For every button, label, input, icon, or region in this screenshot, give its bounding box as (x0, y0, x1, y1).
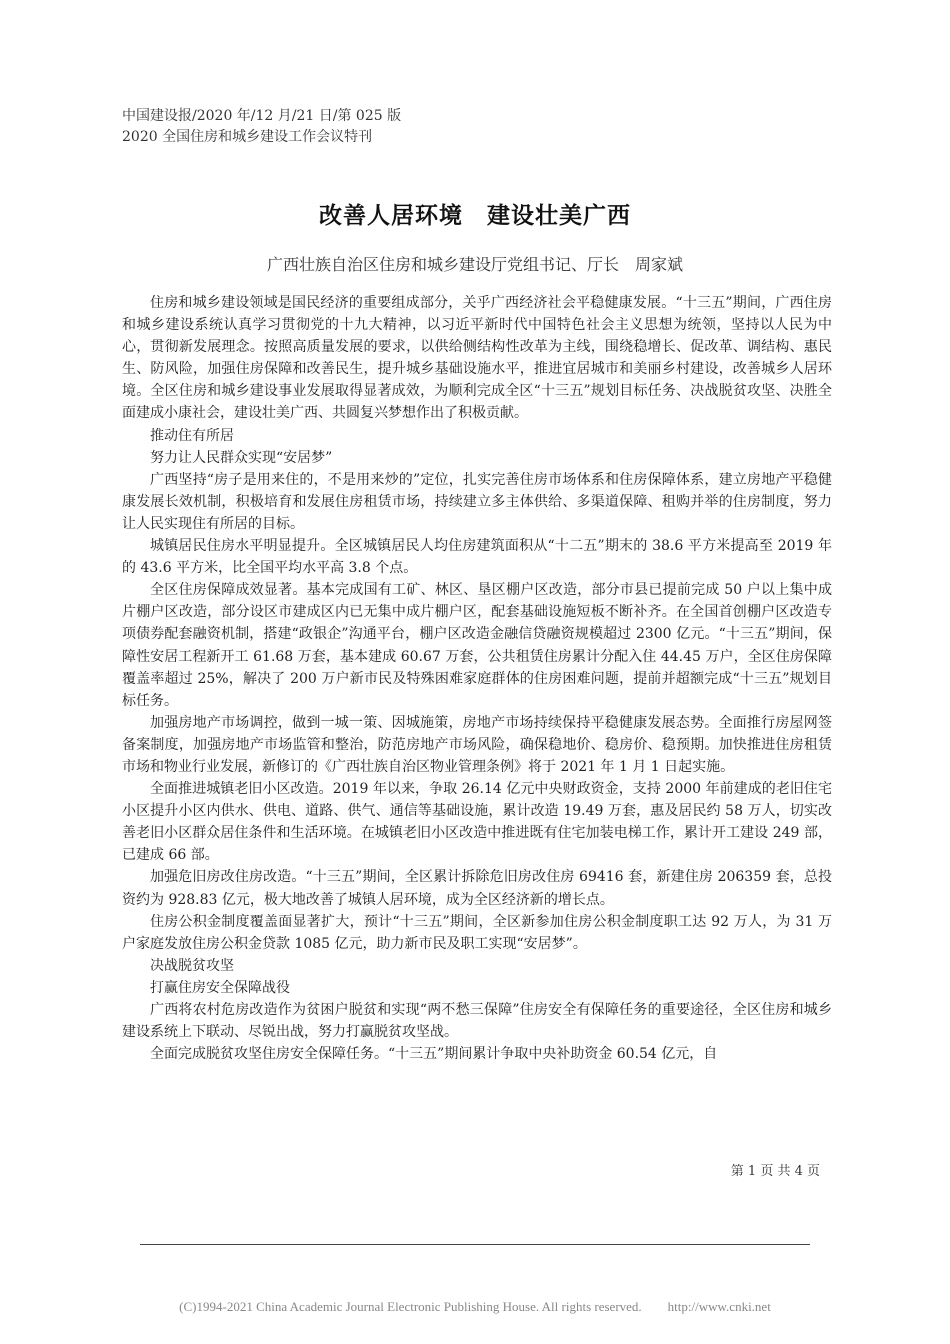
article-title: 改善人居环境 建设壮美广西 (319, 202, 631, 229)
section-heading: 决战脱贫攻坚 (150, 957, 234, 974)
section-heading: 推动住有所居 (150, 427, 234, 444)
paragraph: 全面完成脱贫攻坚住房安全保障任务。“十三五”期间累计争取中央补助资金 60.54 亿元，自 (150, 1046, 718, 1063)
author-byline: 广西壮族自治区住房和城乡建设厅党组书记、厅长 周家斌 (266, 255, 683, 274)
paragraph: 加强危旧房改住房改造。“十三五”期间，全区累计拆除危旧房改住房 69416 套，新建住房 206359 套，总投资约为 928.83 亿元，极大地改善了城镇人居环境，成为全区经济新的增长点。 (122, 869, 832, 908)
paragraph: 住房和城乡建设领域是国民经济的重要组成部分，关乎广西经济社会平稳健康发展。“十三五”期间，广西住房和城乡建设系统认真学习贯彻党的十九大精神，以习近平新时代中国特色社会主义思想为统领，坚持以人民为中心，贯彻新发展理念。按照高质量发展的要求，以供给侧结构性改革为主线，围绕稳增长、促改革、调结构、惠民生、防风险，加强住房保障和改善民生，提升城乡基础设施水平，推进宜居城市和美丽乡村建设，改善城乡人居环境。全区住房和城乡建设事业发展取得显著成效，为顺利完成全区“十三五”规划目标任务、决战脱贫攻坚、决胜全面建成小康社会，建设壮美广西、共圆复兴梦想作出了积极贡献。 (122, 295, 832, 422)
section-subheading: 努力让人民群众实现“安居梦” (150, 449, 333, 466)
footer-divider (140, 1244, 810, 1245)
page-number: 第 1 页 共 4 页 (730, 1164, 820, 1179)
paragraph: 加强房地产市场调控，做到一城一策、因城施策，房地产市场持续保持平稳健康发展态势。全面推行房屋网签备案制度，加强房地产市场监管和整治，防范房地产市场风险，确保稳地价、稳房价、稳预期。加快推进住房租赁市场和物业行业发展，新修订的《广西壮族自治区物业管理条例》将于 2021 年 1 月 1 日起实施。 (122, 714, 832, 775)
paragraph: 住房公积金制度覆盖面显著扩大，预计“十三五”期间，全区新参加住房公积金制度职工达 92 万人，为 31 万户家庭发放住房公积金贷款 1085 亿元，助力新市民及职工实现“安居梦”。 (122, 913, 832, 952)
article-body (122, 292, 832, 1065)
source-line: 中国建设报/2020 年/12 月/21 日/第 025 版 2020 全国住房和城乡建设工作会议特刊 (122, 108, 402, 145)
paragraph: 广西将农村危房改造作为贫困户脱贫和实现“两不愁三保障”住房安全有保障任务的重要途径，全区住房和城乡建设系统上下联动、尽锐出战，努力打赢脱贫攻坚战。 (122, 1002, 832, 1041)
paragraph: 全面推进城镇老旧小区改造。2019 年以来，争取 26.14 亿元中央财政资金，支持 2000 年前建成的老旧住宅小区提升小区内供水、供电、道路、供气、通信等基础设施，累计改造 19.49 万套，惠及居民约 58 万人，切实改善老旧小区群众居住条件和生活环境。在城镇老旧小区改造中推进既有住宅加装电梯工作，累计开工建设 249 部，已建成 66 部。 (122, 781, 832, 864)
paragraph: 城镇居民住房水平明显提升。全区城镇居民人均住房建筑面积从“十二五”期末的 38.6 平方米提高至 2019 年的 43.6 平方米，比全国平均水平高 3.8 个点。 (122, 538, 832, 577)
copyright-footer: (C)1994-2021 China Academic Journal Electronic Publishing House. All rights reserved. http://www.cnki.net (179, 1299, 771, 1314)
section-subheading: 打赢住房安全保障战役 (150, 979, 290, 996)
paragraph: 全区住房保障成效显著。基本完成国有工矿、林区、垦区棚户区改造，部分市县已提前完成 50 户以上集中成片棚户区改造，部分设区市建成区内已无集中成片棚户区，配套基础设施短板不断补齐。在全国首创棚户区改造专项债券配套融资机制，搭建“政银企”沟通平台，棚户区改造金融信贷融资规模超过 2300 亿元。“十三五”期间，保障性安居工程新开工 61.68 万套，基本建成 60.67 万套，公共租赁住房累计分配入住 44.45 万户，全区住房保障覆盖率超过 25%，解决了 200 万户新市民及特殊困难家庭群体的住房困难问题，提前并超额完成“十三五”规划目标任务。 (122, 582, 832, 709)
paragraph: 广西坚持“房子是用来住的，不是用来炒的”定位，扎实完善住房市场体系和住房保障体系，建立房地产平稳健康发展长效机制，积极培育和发展住房租赁市场，持续建立多主体供给、多渠道保障、租购并举的住房制度，努力让人民实现住有所居的目标。 (122, 471, 832, 532)
